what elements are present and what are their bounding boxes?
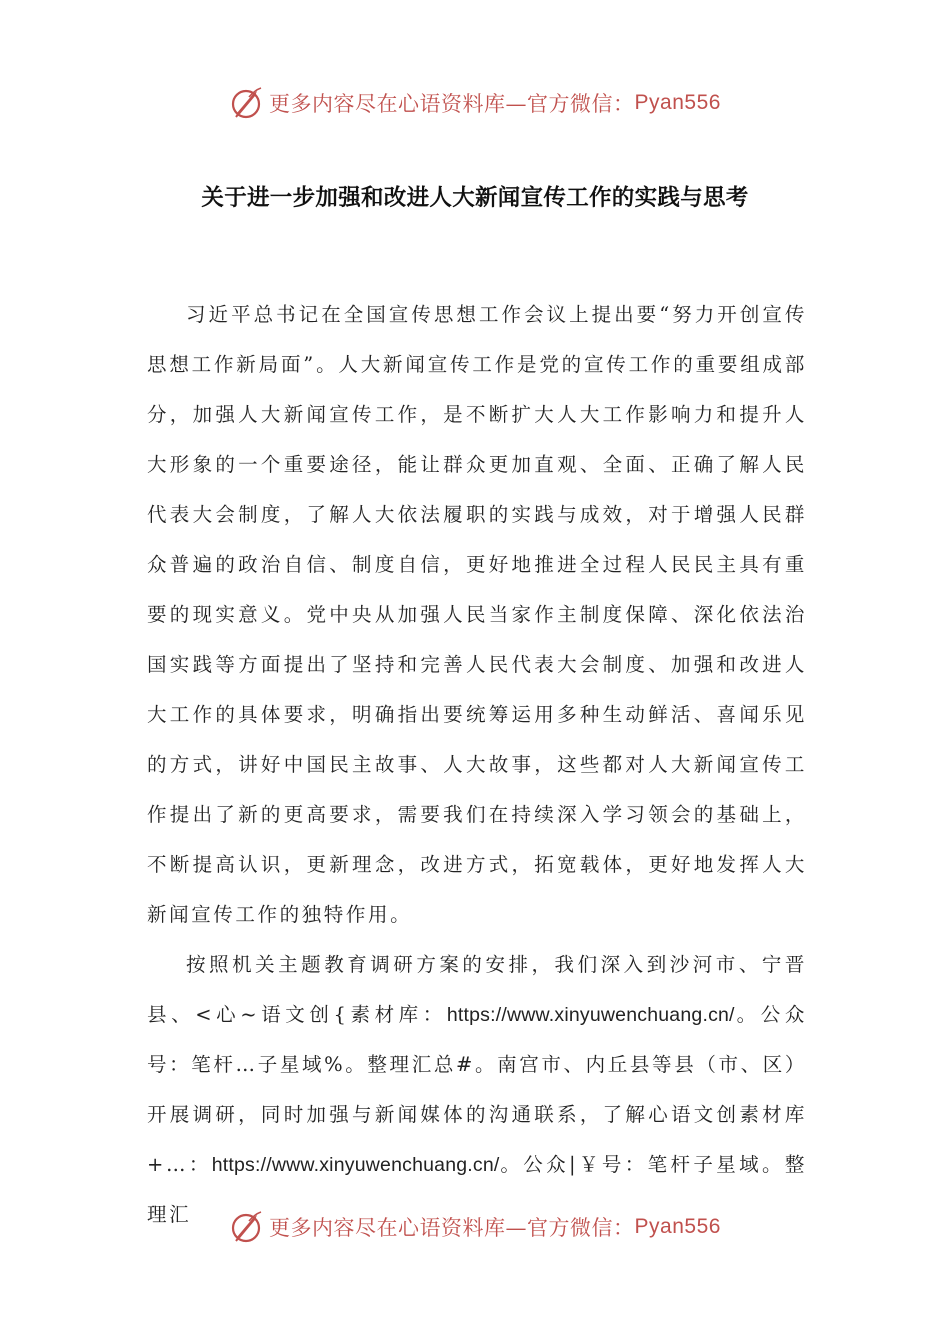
paragraph-2-part-1: 按照机关主题教育调研方案的安排，我们深入到沙河市、宁晋县、<心~语文创{素材库： [147,953,807,1026]
paragraph-2-url-2: https://www.xinyuwenchuang.cn/ [211,1154,500,1176]
footer-wechat-id: Pyan556 [634,1215,721,1238]
header-banner [0,83,950,123]
paragraph-1: 习近平总书记在全国宣传思想工作会议上提出要“努力开创宣传思想工作新局面”。人大新闻宣传工作是党的宣传工作的重要组成部分，加强人大新闻宣传工作，是不断扩大人大工作影响力和提升人大形象的一个重要途径，能让群众更加直观、全面、正确了解人民代表大会制度，了解人大依法履职的实践与成效，对于增强人民群众普遍的政治自信、制度自信，更好地推进全过程人民民主具有重要的现实意义。党中央从加强人民当家作主制度保障、深化依法治国实践等方面提出了坚持和完善人民代表大会制度、加强和改进人大工作的具体要求，明确指出要统筹运用多种生动鲜活、喜闻乐见的方式，讲好中国民主故事、人大故事，这些都对人大新闻宣传工作提出了新的更高要求，需要我们在持续深入学习领会的基础上，不断提高认识，更新理念，改进方式，拓宽载体，更好地发挥人大新闻宣传工作的独特作用。 [147,303,807,926]
document-body [147,290,807,1240]
header-wechat-id: Pyan556 [634,91,721,114]
paragraph-2-part-3: 。公众|￥号：笔杆子星域。整理汇 [147,1153,807,1226]
footer-banner [0,1207,950,1247]
header-banner-text: 更多内容尽在心语资料库—官方微信： [269,92,635,116]
quill-pen-logo-icon [229,1209,265,1245]
footer-banner-text: 更多内容尽在心语资料库—官方微信： [269,1216,635,1240]
paragraph-2-url-1: https://www.xinyuwenchuang.cn/ [446,1004,735,1026]
document-title: 关于进一步加强和改进人大新闻宣传工作的实践与思考 [201,185,749,211]
quill-pen-logo-icon [229,85,265,121]
paragraph-2 [147,940,807,1240]
paragraph-2-part-2: 。公众号：笔杆…子星域%。整理汇总#。南宫市、内丘县等县（市、区）开展调研，同时加强与新闻媒体的沟通联系，了解心语文创素材库+…： [147,1003,807,1176]
